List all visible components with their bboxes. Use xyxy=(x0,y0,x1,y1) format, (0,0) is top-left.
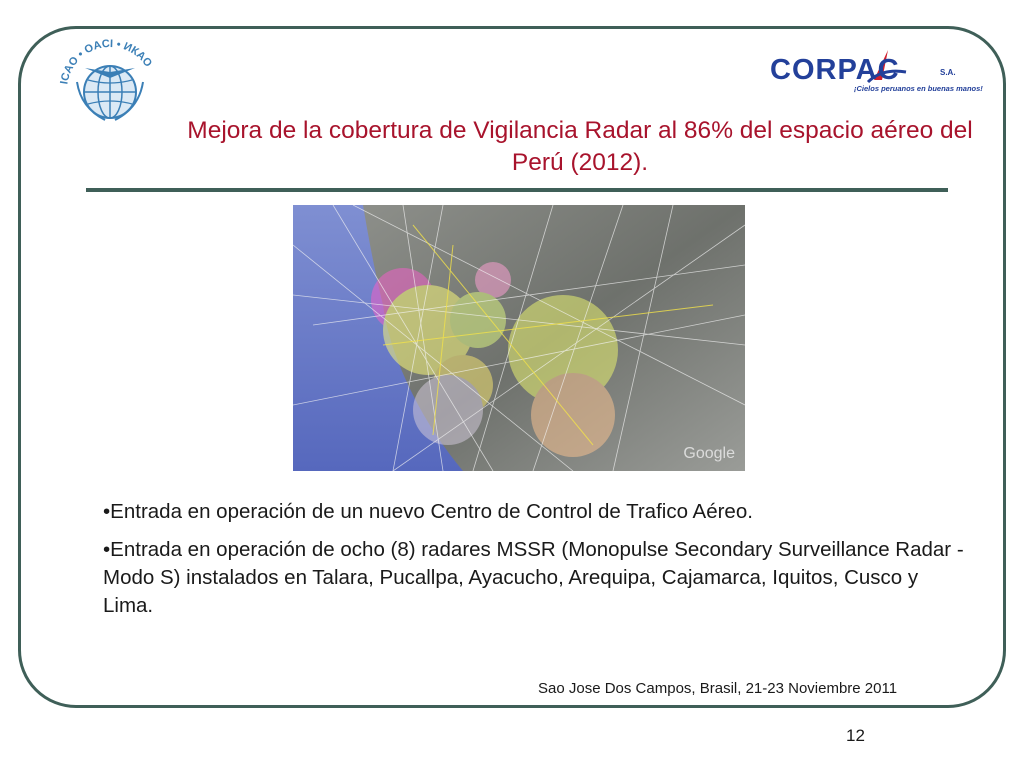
icao-logo xyxy=(55,38,165,126)
icao-ring-text: ICAO • OACI • ИКАО xyxy=(58,38,155,86)
page-number: 12 xyxy=(846,726,865,745)
corpac-tagline: ¡Cielos peruanos en buenas manos! xyxy=(854,84,983,93)
bullet-list xyxy=(103,498,973,630)
footer-event-note: Sao Jose Dos Campos, Brasil, 21-23 Noviembre 2011 xyxy=(538,680,898,697)
bullet-item: •Entrada en operación de ocho (8) radares MSSR (Monopulse Secondary Surveillance Radar - Modo S) instalados en Talara, Pucallpa, Ayacucho, Arequipa, Cajamarca, Iquitos, Cusco y Lima. xyxy=(103,538,964,617)
title-divider xyxy=(86,188,948,192)
icao-globe-emblem-icon xyxy=(77,66,143,120)
slide-title: Mejora de la cobertura de Vigilancia Radar al 86% del espacio aéreo del Perú (2012). xyxy=(187,117,973,176)
corpac-logo xyxy=(770,46,983,102)
corpac-wordmark: CORPAC xyxy=(770,54,900,86)
radar-coverage-map-image xyxy=(293,205,745,471)
google-watermark: Google xyxy=(683,445,735,462)
bullet-item: •Entrada en operación de un nuevo Centro de Control de Trafico Aéreo. xyxy=(103,500,753,523)
corpac-suffix: S.A. xyxy=(940,68,956,77)
